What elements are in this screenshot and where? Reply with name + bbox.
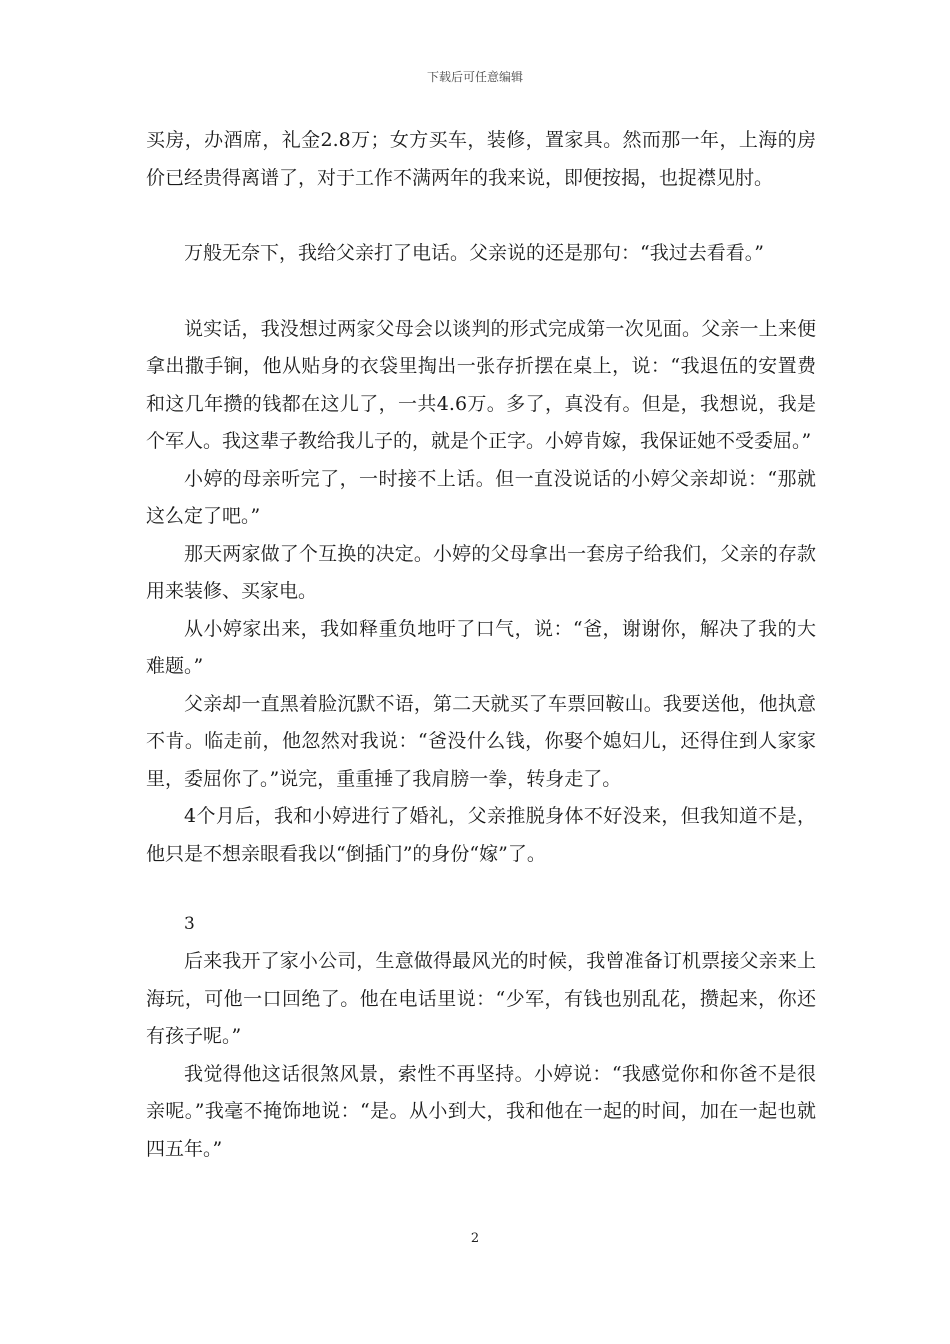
paragraph: 后来我开了家小公司，生意做得最风光的时候，我曾准备订机票接父亲来上海玩，可他一口回绝了。他在电话里说：“少军，有钱也别乱花，攒起来，你还有孩子呢。” bbox=[146, 950, 816, 1047]
page-header: 下载后可任意编辑 bbox=[426, 70, 523, 84]
paragraph: 我觉得他这话很煞风景，索性不再坚持。小婷说：“我感觉你和你爸不是很亲呢。”我毫不掩饰地说：“是。从小到大，我和他在一起的时间，加在一起也就四五年。” bbox=[146, 1062, 816, 1160]
paragraph: 父亲却一直黑着脸沉默不语，第二天就买了车票回鞍山。我要送他，他执意不肯。临走前，他忽然对我说：“爸没什么钱，你娶个媳妇儿，还得住到人家家里，委屈你了。”说完，重重捶了我肩膀一拳，转身走了。 bbox=[146, 692, 816, 790]
paragraph: 说实话，我没想过两家父母会以谈判的形式完成第一次见面。父亲一上来便拿出撒手锏，他从贴身的衣袋里掏出一张存折摆在桌上，说：“我退伍的安置费和这几年攒的钱都在这儿了，一共4.6万。多了，真没有。但是，我想说，我是个军人。我这辈子教给我儿子的，就是个正字。小婷肯嫁，我保证她不受委屈。” bbox=[146, 317, 816, 452]
section-number: 3 bbox=[184, 914, 195, 934]
page-number: 2 bbox=[470, 1231, 480, 1246]
document-body bbox=[146, 122, 816, 1168]
paragraph: 小婷的母亲听完了，一时接不上话。但一直没说话的小婷父亲却说：“那就这么定了吧。” bbox=[146, 467, 816, 527]
paragraph: 4个月后，我和小婷进行了婚礼，父亲推脱身体不好没来，但我知道不是，他只是不想亲眼看我以“倒插门”的身份“嫁”了。 bbox=[146, 805, 816, 865]
paragraph: 买房，办酒席，礼金2.8万；女方买车，装修，置家具。然而那一年，上海的房价已经贵得离谱了，对于工作不满两年的我来说，即便按揭，也捉襟见肘。 bbox=[146, 129, 816, 189]
paragraph: 那天两家做了个互换的决定。小婷的父母拿出一套房子给我们，父亲的存款用来装修、买家电。 bbox=[146, 542, 816, 602]
paragraph: 从小婷家出来，我如释重负地吁了口气，说：“爸，谢谢你，解决了我的大难题。” bbox=[146, 617, 816, 677]
paragraph: 万般无奈下，我给父亲打了电话。父亲说的还是那句：“我过去看看。” bbox=[184, 242, 764, 264]
